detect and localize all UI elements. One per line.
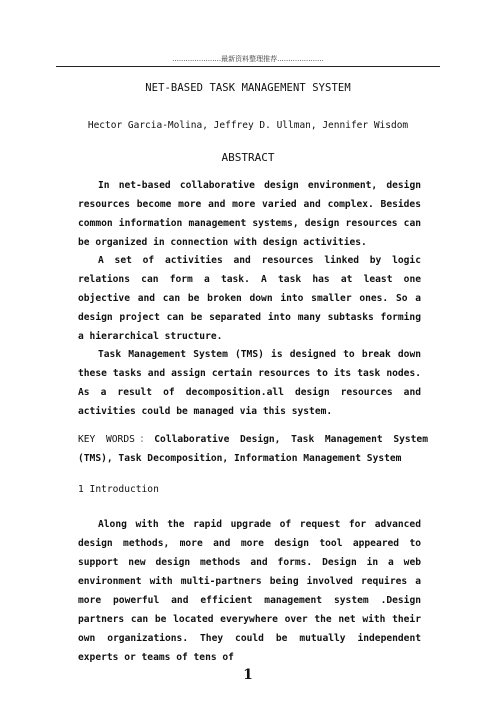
abstract-paragraph-2: A set of activities and resources linked by logic relations can form a task. A task has at least one objective and can be broken down into smaller ones. So a design project can be separated into many subtasks forming a hierarchical structure. [78, 255, 421, 342]
running-header: ......................最新资料整理推荐..................... [172, 55, 324, 63]
page-number: 1 [243, 667, 253, 683]
abstract-paragraph-1: In net-based collaborative design environment, design resources become more and more varied and complex. Besides common information management systems, design resources can be organized in connection with design activities. [78, 180, 421, 248]
abstract-paragraph-3: Task Management System (TMS) is designed to break down these tasks and assign certain resources to its task nodes. As a result of decomposition.all design resources and activities could be managed via this system. [78, 349, 421, 417]
keywords-label: KEY WORDS： [78, 434, 155, 445]
paper-authors: Hector Garcia-Molina, Jeffrey D. Ullman, Jennifer Wisdom [87, 120, 409, 131]
header-rule [56, 66, 440, 67]
keywords-text: Collaborative Design, Task Management System (TMS), Task Decomposition, Information Management System [78, 434, 428, 464]
paper-title: NET-BASED TASK MANAGEMENT SYSTEM [145, 82, 351, 94]
abstract-heading: ABSTRACT [221, 151, 275, 164]
introduction-paragraph: Along with the rapid upgrade of request for advanced design methods, more and more design tool appeared to support new design methods and forms. Design in a web environment with multi-partners being involved requires a more powerful and efficient management system .Design partners can be located everywhere over the net with their own organizations. They could be mutually independent experts or teams of tens of [78, 519, 421, 663]
keywords-line [78, 430, 428, 468]
section-heading-introduction: 1 Introduction [78, 484, 159, 495]
